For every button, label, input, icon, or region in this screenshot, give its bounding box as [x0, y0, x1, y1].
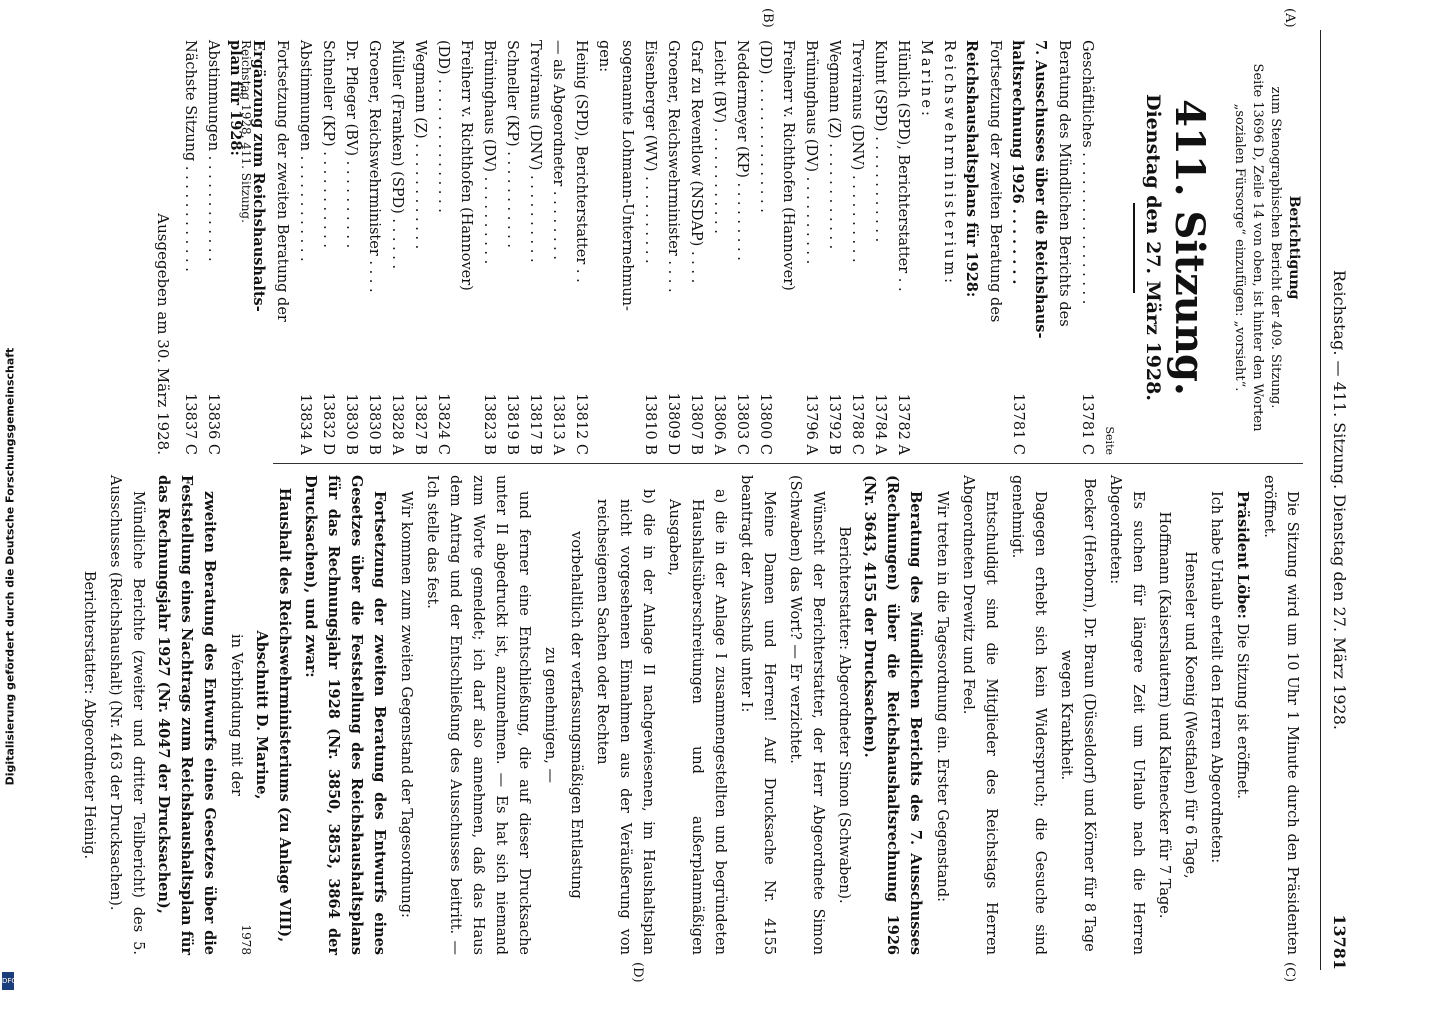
right-column [74, 475, 1303, 955]
toc-entry-text: Fortsetzung der zweiten Beratung des [987, 40, 1003, 323]
motion-a: a) die in der Anlage I zusammengestellten und begründeten Haushaltsüberschreitungen und außerplanmäßigen Ausgaben, [666, 489, 728, 955]
toc-entry-page: 13827 B [412, 393, 428, 455]
toc-entry-page: 13806 A [711, 393, 727, 455]
toc-entry-text: Wegmann (Z) . . . . . . . . . . . . [412, 40, 428, 250]
toc-entry-text: Treviranus (DNV) . . . . . . . . . . [849, 40, 865, 263]
session-title: 411. Sitzung. [1166, 99, 1213, 396]
toc-entry-text: Nächste Sitzung . . . . . . . . . . . . [182, 40, 198, 272]
leave-line-1: Henseler und Koenig (Westfalen) für 6 Tage, [1182, 551, 1198, 879]
toc-row [707, 40, 730, 455]
toc-row [1006, 40, 1029, 455]
column-divider [273, 463, 1303, 464]
session-date: Dienstag den 27. März 1928. [1142, 93, 1164, 401]
toc-row [339, 40, 362, 455]
motion-approve: zu genehmigen, — [542, 646, 558, 783]
speaker-name: Präsident Löbe: [1234, 491, 1251, 619]
toc-entry-page [247, 385, 270, 455]
toc-entry-page [615, 385, 638, 455]
toc-row [638, 40, 661, 455]
toc-row [500, 40, 523, 455]
toc-entry-page [592, 385, 615, 455]
toc-row [454, 40, 477, 455]
toc-row [477, 40, 500, 455]
toc-entry-text: Brüninghaus (DV) . . . . . . . . . . [481, 40, 497, 265]
margin-c: (C) [1282, 962, 1297, 983]
toc-row [753, 40, 776, 455]
left-column [151, 40, 1303, 455]
toc-entry-page: 13812 C [573, 393, 589, 455]
correction-line-3: „sozialen Fürsorge“ einzufügen: „vorsieht“. [1232, 103, 1247, 392]
toc-row [316, 40, 339, 455]
toc-entry-page: 13828 A [389, 393, 405, 455]
toc-entry-text: sogenannte Lohmann-Unternehmun- [619, 40, 635, 311]
toc-row [1075, 40, 1098, 455]
toc-row [868, 40, 891, 455]
issued-date: Ausgegeben am 30. März 1928. [154, 213, 172, 455]
toc-entry-page [454, 385, 477, 455]
toc-entry-text: Graf zu Reventlow (NSDAP) . . . . [688, 40, 704, 284]
rapporteur-2: Berichterstatter: Abgeordneter Heinig. [81, 570, 97, 860]
title-rule [1133, 203, 1135, 293]
leave-line-2: Hoffmann (Kaiserslautern) und Kaltenecker für 7 Tage. [1156, 511, 1172, 919]
toc-entry-text: Reichshaushaltsplans für 1928: [963, 40, 980, 298]
document-page [65, 0, 1365, 1000]
toc-entry-page [914, 385, 937, 455]
toc-entry-page: 13813 A [550, 393, 566, 455]
toc-entry-text: Abstimmungen . . . . . . . . . . . . [297, 40, 313, 262]
toc-entry-text: Eisenberger (WV) . . . . . . . . . . [642, 40, 658, 264]
toc-entry-text: (DD) . . . . . . . . . . . . . . . [757, 40, 773, 213]
toc-entry-text: gen: [596, 40, 612, 73]
toc-entry-text: Wegmann (Z) . . . . . . . . . . . . [826, 40, 842, 250]
toc-entry-text: Brüninghaus (DV) . . . . . . . . . . [803, 40, 819, 265]
toc-entry-text: Geschäftliches . . . . . . . . . . . . . . . . . [1079, 40, 1095, 305]
header-title: Reichstag. — 411. Sitzung. Dienstag den 27. März 1928. [1330, 270, 1349, 730]
toc-entry-page [937, 385, 960, 455]
toc-entry-text: Ergänzung zum Reichshaushalts- [250, 40, 267, 312]
toc-row [592, 40, 615, 455]
toc-row [201, 40, 224, 455]
correction-note [1230, 40, 1303, 455]
toc-entry-text: Kuhnt (SPD) . . . . . . . . . . . . [872, 40, 888, 243]
toc-entry-text: Fortsetzung der zweiten Beratung der [274, 40, 290, 322]
no-objection: Dagegen erhebt sich kein Widerspruch; die Gesuche sind genehmigt. [1009, 475, 1048, 955]
toc-row [270, 40, 293, 455]
seite-label: Seite [1103, 426, 1116, 455]
rapporteur-question: Wünscht der Berichterstatter, der Herr Abgeordnete Simon (Schwaben) das Wort? — Er verzichtet. [787, 475, 826, 955]
toc-entry-page: 13809 D [665, 392, 681, 455]
toc-row [385, 40, 408, 455]
toc-row [1052, 40, 1075, 455]
correction-line-1: zum Stenographischen Bericht der 409. Sitzung. [1268, 86, 1283, 409]
toc-entry-text: Hünlich (SPD), Berichterstatter . . [895, 40, 911, 292]
toc-entry-text: — als Abgeordneter . . . . . . . . [550, 40, 566, 261]
motion-intro: Meine Damen und Herren! Auf Drucksache Nr. 4155 beantragt der Ausschuß unter I: [738, 475, 777, 955]
agenda-item-2: Fortsetzung der zweiten Beratung des Entwurfs eines Gesetzes über die Feststellung des Reichshaushaltsplans für das Rechnungsjahr 1928 (Nr. 3850, 3853, 3864 der Drucksachen), und zwar: [302, 475, 388, 955]
budget-section: Haushalt des Reichswehrministeriums (zu Anlage VIII), Abschnitt D. Marine, [253, 487, 293, 943]
motion-b: b) die in der Anlage II nachgewiesenen, im Haushaltsplan nicht vorgesehenen Einnahmen aus der Veräußerung von reichseigenen Sachen oder Rechten [594, 489, 656, 955]
toc-entry-page: 13830 B [343, 393, 359, 455]
toc-entry-text: Beratung des Mündlichen Berichts des [1056, 40, 1072, 327]
toc-row [615, 40, 638, 455]
toc-entry-text: (DD) . . . . . . . . . . . . . . . [435, 40, 451, 213]
toc-row [730, 40, 753, 455]
toc-entry-page: 13810 B [642, 393, 658, 455]
opening-paragraph: Die Sitzung wird um 10 Uhr 1 Minute durch den Präsidenten eröffnet. [1261, 475, 1300, 955]
toc-entry-text: Marine: [918, 40, 934, 119]
toc-entry-text: haltsrechnung 1926 . . . . . . . . [1009, 40, 1026, 285]
leave-request: Es suchen für längere Zeit um Urlaub nach die Herren Abgeordneten: [1107, 475, 1146, 955]
toc-entry-text: Treviranus (DNV) . . . . . . . . . . [527, 40, 543, 263]
toc-row [845, 40, 868, 455]
correction-line-2: Seite 13696 D, Zeile 14 von oben, ist hinter den Worten [1250, 63, 1265, 432]
toc-entry-page [270, 385, 293, 455]
footer-left: Reichstag 1928. 411. Sitzung. [239, 40, 253, 223]
toc-entry-page: 13823 B [481, 393, 497, 455]
toc-entry-page: 13788 C [849, 393, 865, 455]
leave-intro: Ich habe Urlaub erteilt den Herren Abgeordneten: [1208, 491, 1224, 864]
toc-entry-page: 13792 B [826, 393, 842, 455]
footer-right: 1978 [239, 924, 253, 955]
toc-entry-text: Neddermeyer (KP) . . . . . . . . . [734, 40, 750, 261]
toc-entry-page [224, 385, 247, 455]
president-statement [1230, 475, 1254, 955]
toc-entry-page: 13803 C [734, 393, 750, 455]
toc-entry-page: 13832 D [320, 392, 336, 455]
toc-row [684, 40, 707, 455]
toc-entry-page: 13824 C [435, 393, 451, 455]
margin-b: (B) [760, 8, 775, 28]
toc-entry-text: Schneller (KP) . . . . . . . . . . . [504, 40, 520, 249]
toc-entry-page: 13817 B [527, 393, 543, 455]
table-of-contents [178, 40, 1098, 455]
connection-note: in Verbindung mit der [228, 634, 244, 796]
dfg-logo: DFG [2, 972, 14, 990]
toc-entry-text: Reichswehrministerium: [941, 40, 957, 287]
toc-row [431, 40, 454, 455]
toc-entry-page: 13837 C [182, 393, 198, 455]
margin-d: (D) [630, 962, 645, 983]
toc-row [799, 40, 822, 455]
toc-entry-page: 13784 A [872, 393, 888, 455]
toc-entry-page: 13800 C [757, 393, 773, 455]
leave-request-names: Becker (Herborn), Dr. Braun (Düsseldorf) und Körner für 8 Tage wegen Krankheit. [1058, 478, 1097, 952]
statement-text: Die Sitzung ist eröffnet. [1234, 618, 1250, 799]
digitization-sidebar [0, 0, 18, 1000]
toc-entry-text: Leicht (BV) . . . . . . . . . . . . [711, 40, 727, 234]
toc-row [960, 40, 983, 455]
toc-entry-text: 7. Ausschusses über die Reichshaus- [1032, 40, 1049, 339]
agenda-item-1: Beratung des Mündlichen Berichts des 7. Ausschusses (Rechnungen) über die Reichshaushaltsrechnung 1926 (Nr. 3643, 4155 der Drucksachen). [861, 475, 924, 955]
rapporteur-1: Berichterstatter: Abgeordneter Simon (Schwaben). [836, 526, 852, 904]
toc-entry-page: 13830 B [366, 393, 382, 455]
toc-entry-page [983, 385, 1006, 455]
toc-entry-text: Dr. Pfleger (BV) . . . . . . . . . . [343, 40, 359, 249]
toc-row [1029, 40, 1052, 455]
toc-row [937, 40, 960, 455]
toc-row [546, 40, 569, 455]
toc-row [362, 40, 385, 455]
toc-row [983, 40, 1006, 455]
page-header [1320, 30, 1353, 970]
toc-entry-text: Schneller (KP) . . . . . . . . . . . [320, 40, 336, 249]
agenda-intro: Wir treten in die Tagesordnung ein. Erster Gegenstand: [934, 491, 950, 903]
toc-entry-page [1029, 385, 1052, 455]
toc-entry-page: 13819 B [504, 393, 520, 455]
toc-entry-page: 13796 A [803, 393, 819, 455]
toc-row [822, 40, 845, 455]
toc-row [523, 40, 546, 455]
page-number: 13781 [1330, 914, 1349, 970]
correction-title: Berichtigung [1286, 195, 1302, 300]
toc-row [914, 40, 937, 455]
toc-entry-page [960, 385, 983, 455]
toc-row [776, 40, 799, 455]
toc-entry-page: 13782 A [895, 393, 911, 455]
toc-entry-text: Groener, Reichswehrminister . . . . [366, 40, 382, 293]
toc-entry-text: plan für 1928: [227, 40, 244, 156]
toc-entry-page: 13781 C [1079, 393, 1095, 455]
toc-entry-text: Groener, Reichswehrminister . . . . [665, 40, 681, 293]
toc-entry-text: Heinig (SPD), Berichterstatter . . [573, 40, 589, 283]
supplement-item: zweiten Beratung des Entwurfs eines Gesetzes über die Feststellung eines Nachtrags zum Reichshaushaltsplan für das Rechnungsjahr 1927 (Nr. 4047 der Drucksachen), [155, 475, 218, 955]
toc-entry-page: 13836 C [205, 393, 221, 455]
toc-entry-text: Müller (Franken) (SPD) . . . . . . [389, 40, 405, 270]
motion-condition: vorbehaltlich der verfassungsmäßigen Entlastung [568, 531, 584, 899]
toc-entry-page: 13781 C [1010, 393, 1026, 455]
toc-row [293, 40, 316, 455]
toc-row [661, 40, 684, 455]
toc-row [408, 40, 431, 455]
oral-reports: Mündliche Berichte (zweiter und dritter Teilbericht) des 5. Ausschusses (Reichshaushalt) (Nr. 4163 der Drucksachen). [107, 475, 146, 955]
toc-entry-text: Freiherr v. Richthofen (Hannover) [780, 40, 796, 291]
toc-entry-page [776, 385, 799, 455]
toc-row [891, 40, 914, 455]
toc-entry-text: Freiherr v. Richthofen (Hannover) [458, 40, 474, 291]
sidebar-text: Digitalisierung gefördert durch die Deutsche Forschungsgemeinschaft [3, 347, 17, 786]
toc-row [178, 40, 201, 455]
excused-members: Entschuldigt sind die Mitglieder des Reichstags Herren Abgeordneten Drewitz und Feel. [960, 475, 999, 955]
toc-row [569, 40, 592, 455]
toc-entry-page: 13834 A [297, 393, 313, 455]
resolution-text: und ferner eine Entschließung, die auf dieser Drucksache unter II abgedruckt ist, anzunehmen. — Es hat sich niemand zum Worte gemeldet; ich darf also annehmen, daß das Haus dem Antrag und der Entschließung des Ausschusses beitritt. — Ich stelle das fest. [424, 475, 532, 955]
toc-entry-page: 13807 B [688, 393, 704, 455]
toc-entry-text: Abstimmungen . . . . . . . . . . . . [205, 40, 221, 262]
margin-a: (A) [1282, 8, 1297, 28]
toc-entry-page [1052, 385, 1075, 455]
agenda-intro-2: Wir kommen zum zweiten Gegenstand der Tagesordnung: [398, 491, 414, 918]
